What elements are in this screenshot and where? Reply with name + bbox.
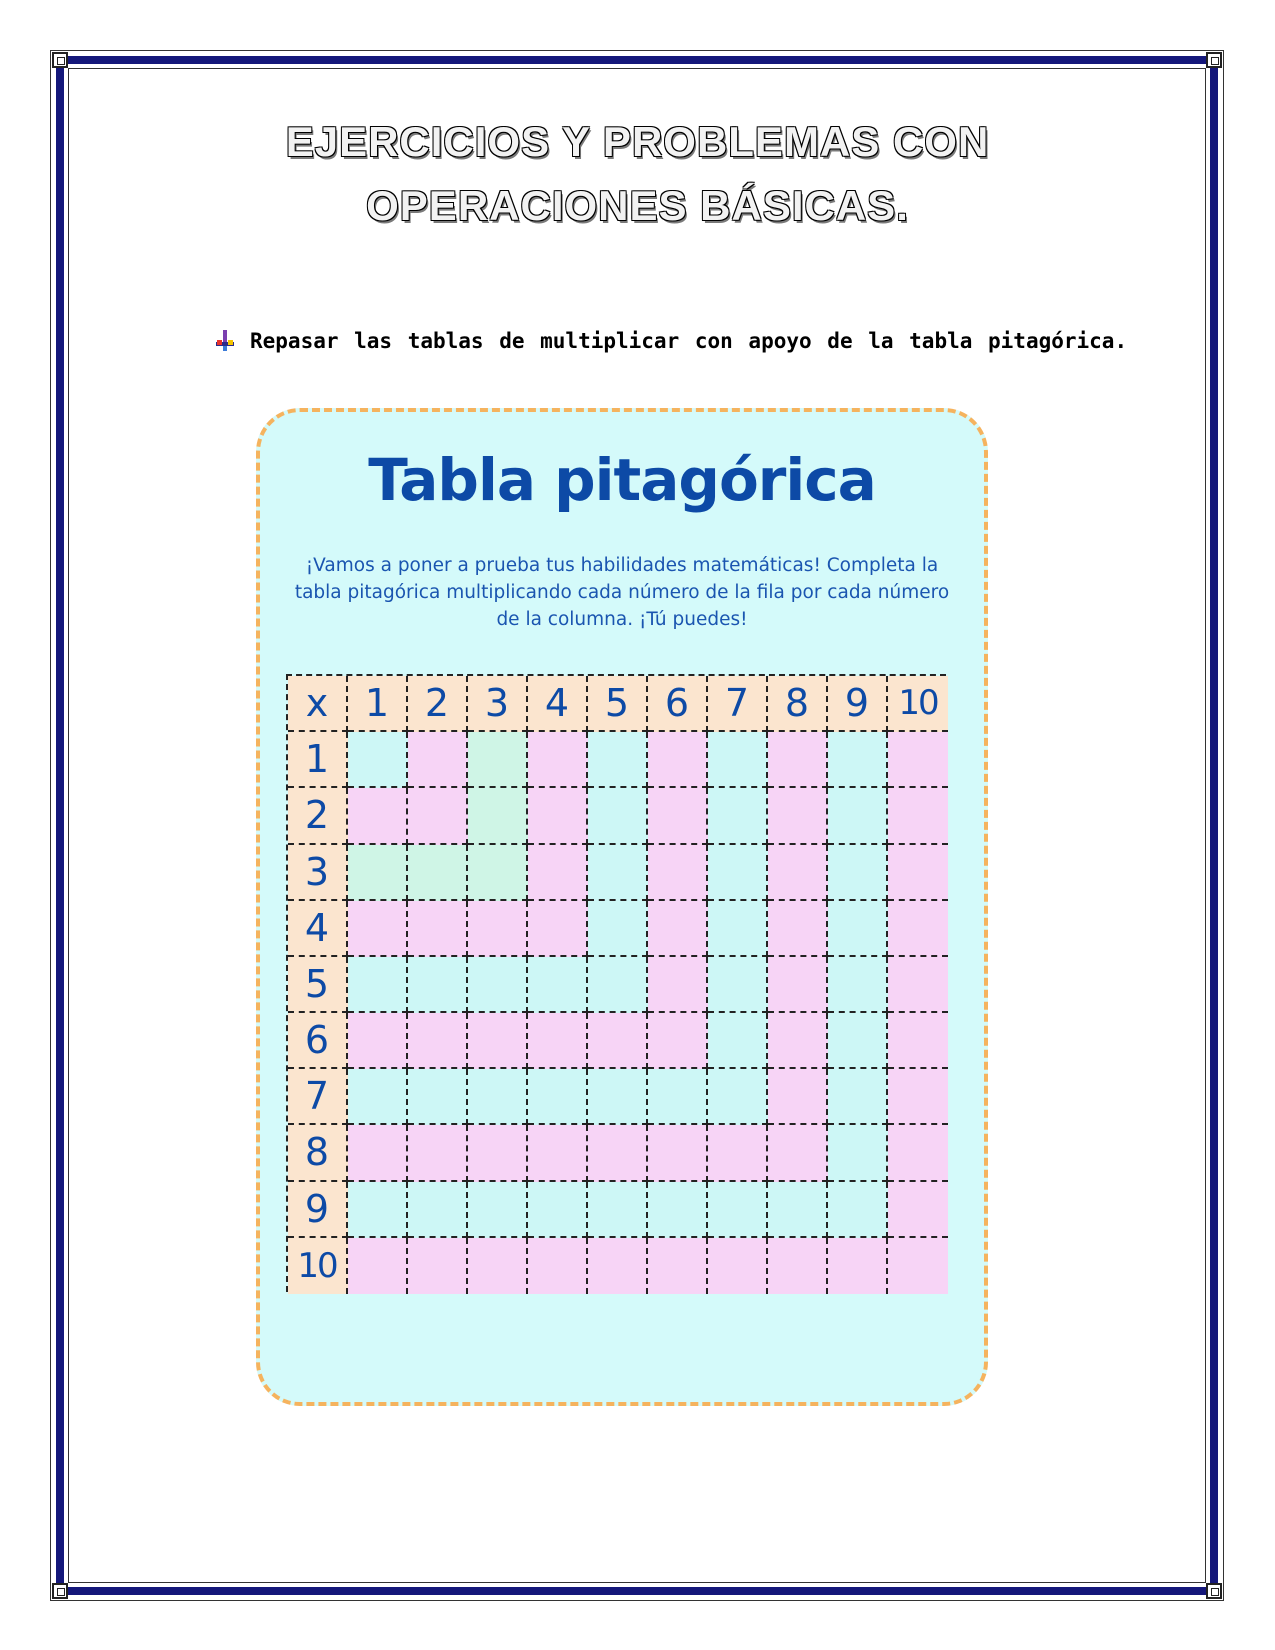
answer-cell[interactable] bbox=[648, 957, 708, 1013]
instruction-item bbox=[214, 326, 1127, 356]
answer-cell[interactable] bbox=[528, 957, 588, 1013]
answer-cell[interactable] bbox=[768, 1125, 828, 1181]
column-header-cell: 8 bbox=[768, 676, 828, 732]
row-header-cell: 5 bbox=[288, 957, 348, 1013]
answer-cell[interactable] bbox=[528, 1069, 588, 1125]
answer-cell[interactable] bbox=[708, 1069, 768, 1125]
answer-cell[interactable] bbox=[648, 732, 708, 788]
card-title: Tabla pitagórica bbox=[368, 446, 876, 514]
answer-cell[interactable] bbox=[588, 957, 648, 1013]
answer-cell[interactable] bbox=[648, 1013, 708, 1069]
answer-cell[interactable] bbox=[648, 1182, 708, 1238]
answer-cell[interactable] bbox=[348, 732, 408, 788]
row-header-cell: 4 bbox=[288, 901, 348, 957]
answer-cell[interactable] bbox=[708, 957, 768, 1013]
column-header-cell: 1 bbox=[348, 676, 408, 732]
answer-cell[interactable] bbox=[468, 901, 528, 957]
answer-cell[interactable] bbox=[468, 1125, 528, 1181]
frame-corner-ornament bbox=[52, 1583, 68, 1599]
answer-cell[interactable] bbox=[648, 901, 708, 957]
answer-cell[interactable] bbox=[348, 957, 408, 1013]
answer-cell[interactable] bbox=[768, 1238, 828, 1294]
answer-cell[interactable] bbox=[828, 1238, 888, 1294]
answer-cell[interactable] bbox=[888, 788, 948, 844]
answer-cell[interactable] bbox=[828, 1125, 888, 1181]
answer-cell[interactable] bbox=[588, 1238, 648, 1294]
answer-cell[interactable] bbox=[708, 1182, 768, 1238]
answer-cell[interactable] bbox=[888, 901, 948, 957]
answer-cell[interactable] bbox=[648, 1069, 708, 1125]
answer-cell[interactable] bbox=[888, 957, 948, 1013]
answer-cell[interactable] bbox=[348, 901, 408, 957]
frame-corner-ornament bbox=[52, 52, 68, 68]
answer-cell[interactable] bbox=[828, 788, 888, 844]
answer-cell[interactable] bbox=[528, 788, 588, 844]
answer-cell[interactable] bbox=[828, 1182, 888, 1238]
column-header-cell: 7 bbox=[708, 676, 768, 732]
answer-cell[interactable] bbox=[408, 732, 468, 788]
answer-cell[interactable] bbox=[408, 788, 468, 844]
row-header-cell: 1 bbox=[288, 732, 348, 788]
answer-cell[interactable] bbox=[408, 845, 468, 901]
answer-cell[interactable] bbox=[708, 788, 768, 844]
column-header-cell: 4 bbox=[528, 676, 588, 732]
answer-cell[interactable] bbox=[588, 788, 648, 844]
answer-cell[interactable] bbox=[588, 1182, 648, 1238]
answer-cell[interactable] bbox=[528, 901, 588, 957]
answer-cell[interactable] bbox=[648, 1238, 708, 1294]
row-header-cell: 8 bbox=[288, 1125, 348, 1181]
answer-cell[interactable] bbox=[348, 1238, 408, 1294]
answer-cell[interactable] bbox=[888, 1182, 948, 1238]
answer-cell[interactable] bbox=[468, 1238, 528, 1294]
answer-cell[interactable] bbox=[708, 1238, 768, 1294]
answer-cell[interactable] bbox=[828, 845, 888, 901]
answer-cell[interactable] bbox=[468, 732, 528, 788]
page-title bbox=[0, 110, 1275, 238]
row-header-cell: 9 bbox=[288, 1182, 348, 1238]
answer-cell[interactable] bbox=[468, 788, 528, 844]
answer-cell[interactable] bbox=[588, 901, 648, 957]
answer-cell[interactable] bbox=[348, 1013, 408, 1069]
bullet-plus-icon bbox=[214, 330, 236, 352]
corner-header-cell: x bbox=[288, 676, 348, 732]
answer-cell[interactable] bbox=[768, 1013, 828, 1069]
answer-cell[interactable] bbox=[768, 1182, 828, 1238]
row-header-cell: 6 bbox=[288, 1013, 348, 1069]
answer-cell[interactable] bbox=[768, 732, 828, 788]
answer-cell[interactable] bbox=[528, 1182, 588, 1238]
answer-cell[interactable] bbox=[468, 1013, 528, 1069]
column-header-cell: 10 bbox=[888, 676, 948, 732]
column-header-cell: 6 bbox=[648, 676, 708, 732]
answer-cell[interactable] bbox=[408, 1182, 468, 1238]
answer-cell[interactable] bbox=[768, 1069, 828, 1125]
row-header-cell: 2 bbox=[288, 788, 348, 844]
answer-cell[interactable] bbox=[768, 845, 828, 901]
answer-cell[interactable] bbox=[528, 1125, 588, 1181]
answer-cell[interactable] bbox=[648, 1125, 708, 1181]
answer-cell[interactable] bbox=[828, 732, 888, 788]
card-description: ¡Vamos a poner a prueba tus habilidades matemáticas! Completa la tabla pitagórica multiplicando cada número de la fila por cada número de la columna. ¡Tú puedes! bbox=[294, 555, 950, 630]
answer-cell[interactable] bbox=[348, 1125, 408, 1181]
answer-cell[interactable] bbox=[888, 1069, 948, 1125]
answer-cell[interactable] bbox=[888, 732, 948, 788]
answer-cell[interactable] bbox=[528, 1013, 588, 1069]
answer-cell[interactable] bbox=[468, 957, 528, 1013]
answer-cell[interactable] bbox=[648, 845, 708, 901]
answer-cell[interactable] bbox=[888, 1013, 948, 1069]
answer-cell[interactable] bbox=[408, 1125, 468, 1181]
column-header-cell: 5 bbox=[588, 676, 648, 732]
answer-cell[interactable] bbox=[708, 1125, 768, 1181]
answer-cell[interactable] bbox=[528, 845, 588, 901]
answer-cell[interactable] bbox=[408, 1238, 468, 1294]
answer-cell[interactable] bbox=[708, 1013, 768, 1069]
answer-cell[interactable] bbox=[588, 732, 648, 788]
column-header-cell: 2 bbox=[408, 676, 468, 732]
answer-cell[interactable] bbox=[588, 1069, 648, 1125]
answer-cell[interactable] bbox=[588, 845, 648, 901]
row-header-cell: 10 bbox=[288, 1238, 348, 1294]
answer-cell[interactable] bbox=[708, 901, 768, 957]
answer-cell[interactable] bbox=[468, 1069, 528, 1125]
answer-cell[interactable] bbox=[468, 1182, 528, 1238]
answer-cell[interactable] bbox=[888, 845, 948, 901]
page-title-line-2: OPERACIONES BÁSICAS. bbox=[366, 182, 909, 229]
answer-cell[interactable] bbox=[408, 1069, 468, 1125]
answer-cell[interactable] bbox=[528, 732, 588, 788]
answer-cell[interactable] bbox=[408, 901, 468, 957]
answer-cell[interactable] bbox=[348, 845, 408, 901]
row-header-cell: 3 bbox=[288, 845, 348, 901]
instruction-text: Repasar las tablas de multiplicar con apoyo de la tabla pitagórica. bbox=[250, 329, 1128, 353]
page-title-line-1: EJERCICIOS Y PROBLEMAS CON bbox=[285, 118, 990, 165]
answer-cell[interactable] bbox=[828, 901, 888, 957]
multiplication-grid bbox=[286, 674, 946, 1292]
answer-cell[interactable] bbox=[828, 1069, 888, 1125]
row-header-cell: 7 bbox=[288, 1069, 348, 1125]
answer-cell[interactable] bbox=[828, 1013, 888, 1069]
answer-cell[interactable] bbox=[768, 957, 828, 1013]
answer-cell[interactable] bbox=[768, 788, 828, 844]
answer-cell[interactable] bbox=[348, 788, 408, 844]
answer-cell[interactable] bbox=[528, 1238, 588, 1294]
answer-cell[interactable] bbox=[408, 957, 468, 1013]
answer-cell[interactable] bbox=[468, 845, 528, 901]
answer-cell[interactable] bbox=[888, 1125, 948, 1181]
answer-cell[interactable] bbox=[708, 732, 768, 788]
frame-corner-ornament bbox=[1206, 1583, 1222, 1599]
answer-cell[interactable] bbox=[588, 1125, 648, 1181]
answer-cell[interactable] bbox=[408, 1013, 468, 1069]
answer-cell[interactable] bbox=[348, 1069, 408, 1125]
answer-cell[interactable] bbox=[768, 901, 828, 957]
frame-corner-ornament bbox=[1206, 52, 1222, 68]
answer-cell[interactable] bbox=[648, 788, 708, 844]
answer-cell[interactable] bbox=[888, 1238, 948, 1294]
column-header-cell: 9 bbox=[828, 676, 888, 732]
answer-cell[interactable] bbox=[828, 957, 888, 1013]
answer-cell[interactable] bbox=[708, 845, 768, 901]
column-header-cell: 3 bbox=[468, 676, 528, 732]
answer-cell[interactable] bbox=[588, 1013, 648, 1069]
answer-cell[interactable] bbox=[348, 1182, 408, 1238]
